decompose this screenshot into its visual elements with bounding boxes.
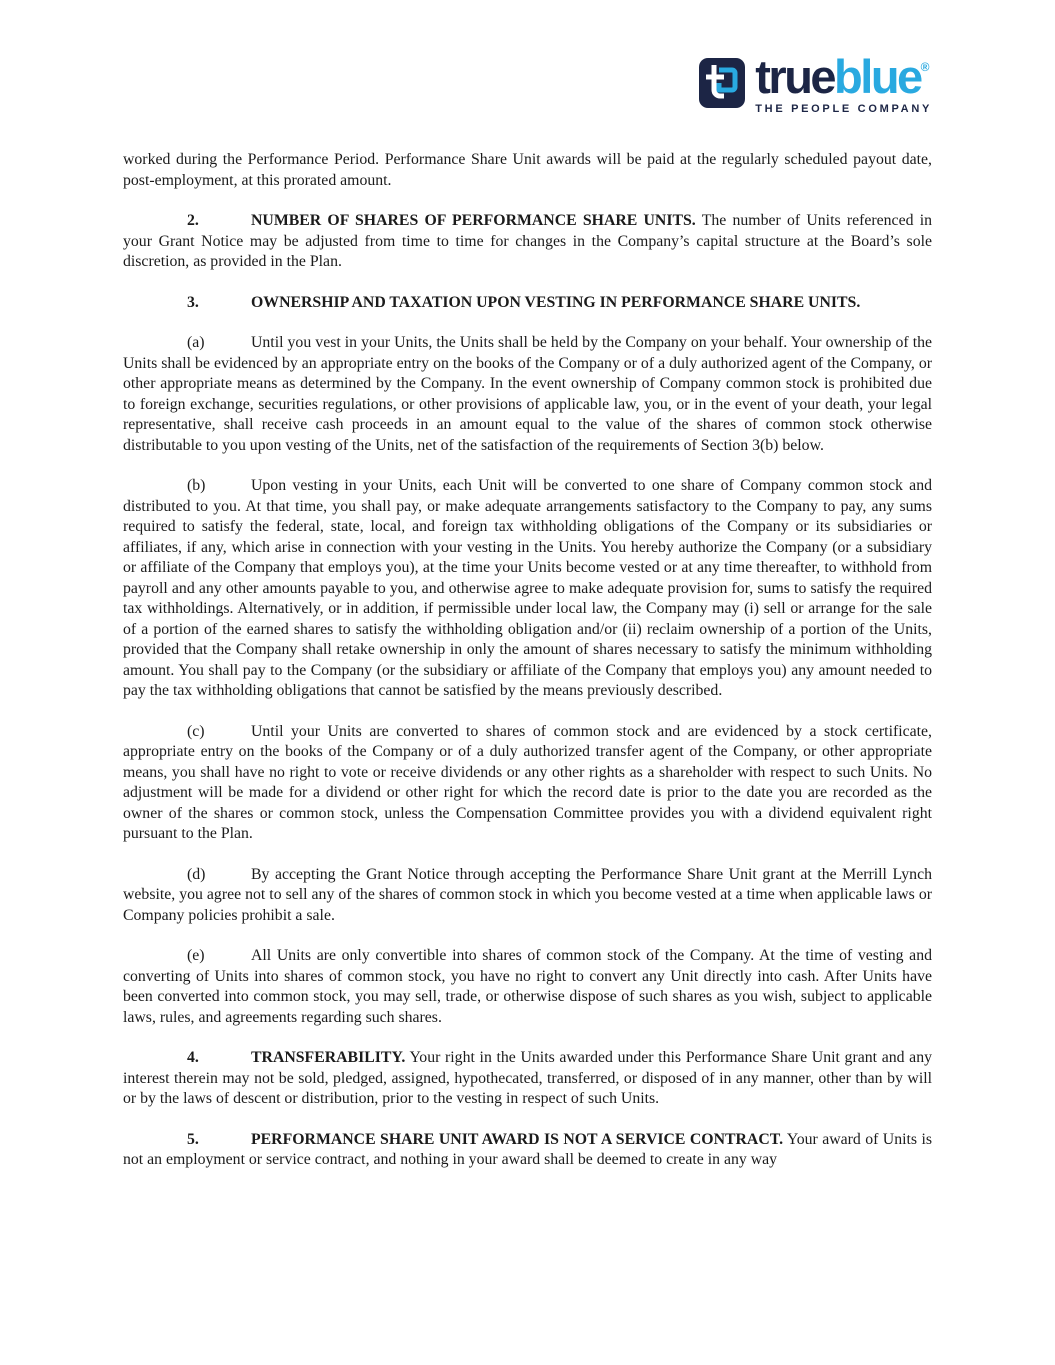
section-5-paragraph (123, 1130, 932, 1171)
trueblue-logo (699, 50, 932, 115)
subparagraph-e (123, 946, 932, 1028)
subparagraph-a (123, 333, 932, 456)
section-heading: PERFORMANCE SHARE UNIT AWARD IS NOT A SERVICE CONTRACT. (251, 1130, 784, 1148)
paragraph-text: Your award of Units is not an employment or service contract, and nothing in your award shall be deemed to create in any way (123, 1130, 932, 1168)
paragraph-text: Until you vest in your Units, the Units shall be held by the Company on your behalf. Your ownership of the Units shall be evidenced by an appropriate entry on the books of the Company or of a duly authorized agent of the Company, or other appropriate means as determined by the Company. In the event ownership of Company common stock is prohibited due to foreign exchange, securities regulations, or other provisions of applicable law, you, or in the event of your death, your legal representative, shall receive cash proceeds in an amount equal to the value of the shares of common stock otherwise distributable to you upon vesting of the Units, net of the satisfaction of the requirements of Section 3(b) below. (123, 334, 932, 454)
subparagraph-b (123, 476, 932, 702)
subparagraph-letter: (e) (187, 947, 205, 964)
paragraph-text: The number of Units referenced in your Grant Notice may be adjusted from time to time for changes in the Company’s capital structure at the Board’s sole discretion, as provided in the Plan. (123, 212, 932, 270)
section-2-paragraph (123, 211, 932, 273)
trueblue-logo-icon (699, 58, 745, 108)
trueblue-wordmark-block (755, 50, 932, 115)
trueblue-wordmark (755, 50, 932, 103)
section-heading: TRANSFERABILITY. (251, 1049, 406, 1066)
subparagraph-d (123, 865, 932, 927)
section-number: 3. (187, 293, 199, 311)
paragraph-continuation (123, 150, 932, 191)
wordmark-blue: blue (834, 50, 921, 103)
page-header (123, 50, 932, 118)
paragraph-text: By accepting the Grant Notice through accepting the Performance Share Unit grant at the Merrill Lynch website, you agree not to sell any of the shares of common stock in which you become vested at a time when applicable laws or Company policies prohibit a sale. (123, 865, 932, 924)
section-number: 2. (187, 212, 199, 229)
paragraph-text: Your right in the Units awarded under this Performance Share Unit grant and any interest therein may not be sold, pledged, assigned, hypothecated, transferred, or disposed of in any manner, other than by will or by the laws of descent or distribution, prior to the vesting in respect of such Units. (123, 1049, 932, 1107)
section-heading: NUMBER OF SHARES OF PERFORMANCE SHARE UNITS. (251, 212, 696, 229)
section-3-heading-paragraph (123, 293, 932, 314)
section-4-paragraph (123, 1048, 932, 1110)
wordmark-true: true (755, 50, 835, 103)
paragraph-text: All Units are only convertible into shares of common stock of the Company. At the time of vesting and converting of Units into shares of common stock, you have no right to convert any Unit directly into cash. After Units have been converted into common stock, you may sell, trade, or otherwise dispose of such shares as you wish, subject to applicable laws, rules, and agreements regarding such shares. (123, 947, 932, 1026)
subparagraph-c (123, 722, 932, 845)
paragraph-text: Upon vesting in your Units, each Unit will be converted to one share of Company common stock and distributed to you. At that time, you shall pay, or make adequate arrangements satisfactory to the Company to pay, any sums required to satisfy the federal, state, local, and foreign tax withholding obligations of the Company or its subsidiaries or affiliates, if any, which arise in connection with your vesting in the Units. You hereby authorize the Company (or a subsidiary or affiliate of the Company that employs you), at the time your Units become vested or at any time thereafter, to withhold from payroll and any other amounts payable to you, and otherwise agree to make adequate provision for, sums to satisfy the required tax withholdings. Alternatively, or in addition, if permissible under local law, the Company may (i) sell or arrange for the sale of a portion of the earned shares to satisfy the withholding obligation and/or (ii) reclaim ownership of a portion of the Units, provided that the Company shall retake ownership in only the amount of shares necessary to satisfy the minimum withholding amount. You shall pay to the Company (or the subsidiary or affiliate of the Company that employs you) any amount needed to pay the tax withholding obligations that cannot be satisfied by the means previously described. (123, 477, 932, 699)
document-body (123, 150, 932, 1171)
section-number: 4. (187, 1049, 199, 1066)
paragraph-text: Until your Units are converted to shares of common stock and are evidenced by a stock certificate, appropriate entry on the books of the Company or of a duly authorized transfer agent of the Company, or other appropriate means, you shall have no right to vote or receive dividends or any other rights as a shareholder with respect to such Units. No adjustment will be made for a dividend or other right for which the record date is prior to the date you are recorded as the owner of the shares or common stock, unless the Compensation Committee provides you with a dividend equivalent right pursuant to the Plan. (123, 722, 932, 842)
section-heading: OWNERSHIP AND TAXATION UPON VESTING IN PERFORMANCE SHARE UNITS. (251, 293, 861, 311)
subparagraph-letter: (a) (187, 334, 205, 351)
registered-trademark-symbol: ® (920, 60, 930, 74)
paragraph-text: worked during the Performance Period. Performance Share Unit awards will be paid at the regularly scheduled payout date, post-employment, at this prorated amount. (123, 151, 932, 189)
subparagraph-letter: (d) (187, 865, 206, 883)
logo-tagline: THE PEOPLE COMPANY (755, 102, 932, 115)
subparagraph-letter: (c) (187, 722, 205, 740)
section-number: 5. (187, 1130, 199, 1148)
subparagraph-letter: (b) (187, 477, 206, 494)
